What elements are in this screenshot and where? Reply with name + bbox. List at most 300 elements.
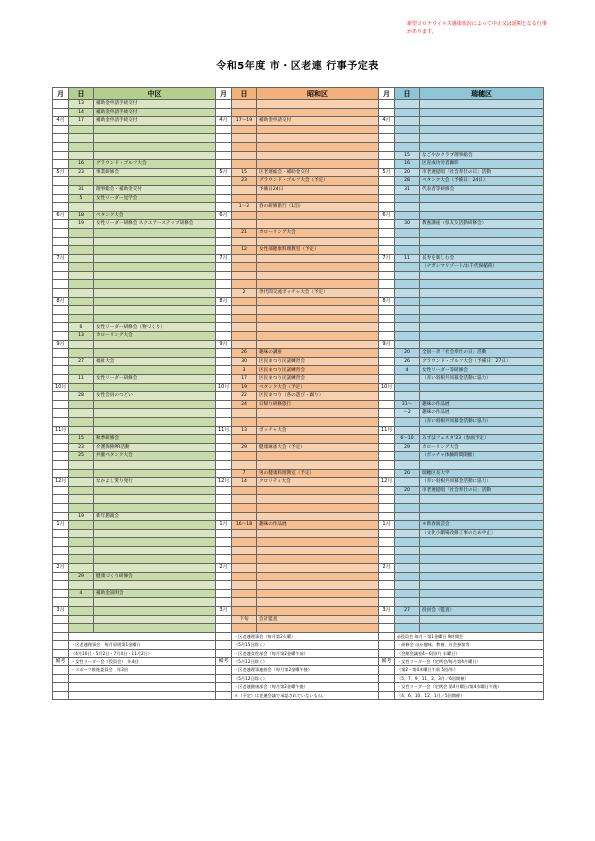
month-cell <box>379 100 395 109</box>
table-row <box>53 555 544 564</box>
event-cell <box>94 271 216 280</box>
event-cell <box>257 134 379 143</box>
day-cell <box>395 194 420 203</box>
table-row <box>53 108 544 117</box>
table-row <box>53 417 544 426</box>
month-cell <box>379 512 395 521</box>
day-cell <box>395 289 420 298</box>
day-cell: 20 <box>395 469 420 478</box>
event-cell <box>257 332 379 341</box>
day-cell: 18 <box>69 211 94 220</box>
month-cell <box>53 160 69 169</box>
month-cell <box>53 280 69 289</box>
day-cell <box>69 349 94 358</box>
day-cell <box>232 555 257 564</box>
day-cell <box>69 151 94 160</box>
event-cell <box>420 125 544 134</box>
day-cell <box>69 125 94 134</box>
day-cell: 5 <box>69 194 94 203</box>
district1-header: 中区 <box>94 88 216 100</box>
event-cell: 健康麻雀大会（予定） <box>257 443 379 452</box>
table-row <box>53 142 544 151</box>
day-cell <box>232 211 257 220</box>
day-cell: 13 <box>232 426 257 435</box>
day-cell <box>395 125 420 134</box>
month-cell <box>53 134 69 143</box>
event-cell <box>257 486 379 495</box>
event-cell <box>420 383 544 392</box>
event-cell: 男の健康料理教室（予定） <box>257 469 379 478</box>
month-cell <box>379 185 395 194</box>
month-cell: 9月 <box>379 340 395 349</box>
month-cell <box>379 400 395 409</box>
notes-label <box>379 683 395 691</box>
month-cell <box>53 263 69 272</box>
month-cell <box>379 555 395 564</box>
day-cell: 29 <box>395 443 420 452</box>
month-cell <box>53 555 69 564</box>
event-cell <box>94 177 216 186</box>
event-cell: 代表者等研修会 <box>420 185 544 194</box>
event-cell: 女性リーダー等研修会 <box>420 366 544 375</box>
month-cell <box>216 598 232 607</box>
month-cell: 11月 <box>53 426 69 435</box>
month-cell <box>379 323 395 332</box>
month-cell <box>379 228 395 237</box>
day-cell: 12 <box>232 246 257 255</box>
notes-row <box>53 691 544 699</box>
event-cell: （ナガシマリゾート/お千代保稲荷） <box>420 263 544 272</box>
month-cell <box>216 400 232 409</box>
day-cell <box>232 589 257 598</box>
note-text: （第2・第4木曜日午前 5回/年） <box>395 666 544 674</box>
page-title: 令和5年度 市・区老連 行事予定表 <box>216 61 379 72</box>
month-cell <box>379 314 395 323</box>
month-cell <box>379 452 395 461</box>
day-cell <box>395 460 420 469</box>
event-cell <box>94 263 216 272</box>
note-text: ・区老連健康部会（毎月第2金曜午後） <box>232 683 379 691</box>
month-cell <box>379 220 395 229</box>
day-cell: 22 <box>232 392 257 401</box>
event-cell <box>420 392 544 401</box>
table-row <box>53 426 544 435</box>
table-row <box>53 512 544 521</box>
day-cell <box>69 624 94 633</box>
day-cell <box>395 203 420 212</box>
event-cell <box>257 417 379 426</box>
month-cell: 8月 <box>379 297 395 306</box>
day-cell <box>232 254 257 263</box>
month-cell: 1月 <box>216 521 232 530</box>
month-cell <box>379 417 395 426</box>
day-cell: 16～18 <box>232 521 257 530</box>
day-cell <box>395 271 420 280</box>
month-cell <box>216 177 232 186</box>
day-cell: 20 <box>395 349 420 358</box>
day-cell <box>232 460 257 469</box>
table-row <box>53 486 544 495</box>
day-cell <box>395 546 420 555</box>
table-row <box>53 306 544 315</box>
note-text: （5月12日除く） <box>232 658 379 666</box>
table-row <box>53 366 544 375</box>
month-cell <box>53 417 69 426</box>
event-cell <box>94 546 216 555</box>
event-cell <box>94 289 216 298</box>
month-cell: 3月 <box>379 607 395 616</box>
event-cell <box>420 426 544 435</box>
notes-label: 備考 <box>379 658 395 666</box>
day-cell <box>232 100 257 109</box>
day-cell <box>232 624 257 633</box>
day-cell: 29 <box>232 443 257 452</box>
day-cell <box>69 607 94 616</box>
event-cell: なかよし愛り発行 <box>94 478 216 487</box>
notes-label <box>53 691 69 699</box>
event-cell: 区民まつり民謡練習会 <box>257 357 379 366</box>
day-cell: 23 <box>232 177 257 186</box>
event-cell: カローリング大会 <box>257 228 379 237</box>
note-text: ・女性リーダー会（定例会/毎月第4月曜日） <box>395 658 544 666</box>
event-cell <box>257 581 379 590</box>
day-cell <box>69 409 94 418</box>
event-cell <box>257 271 379 280</box>
day-cell <box>69 503 94 512</box>
table-row <box>53 469 544 478</box>
day-cell <box>232 598 257 607</box>
month-cell: 5月 <box>53 168 69 177</box>
event-cell <box>257 409 379 418</box>
event-cell <box>94 624 216 633</box>
day-cell <box>232 237 257 246</box>
month-cell: 10月 <box>216 383 232 392</box>
day-cell <box>69 486 94 495</box>
event-cell: 全国一斉「社会奉仕の日」活動 <box>420 349 544 358</box>
notes-label <box>53 632 69 640</box>
day-cell: 4 <box>395 366 420 375</box>
table-row <box>53 538 544 547</box>
month-cell <box>53 512 69 521</box>
event-cell: なごやかクラブ理事総会 <box>420 151 544 160</box>
table-row <box>53 503 544 512</box>
event-cell <box>257 512 379 521</box>
event-cell: ペタンク大会（予備日：24日） <box>420 177 544 186</box>
month-cell: 6月 <box>216 211 232 220</box>
month-cell <box>379 375 395 384</box>
notes-row <box>53 683 544 691</box>
day-cell <box>69 564 94 573</box>
month-cell <box>53 100 69 109</box>
notes-label <box>379 674 395 682</box>
table-row <box>53 443 544 452</box>
month-cell <box>216 237 232 246</box>
day-cell <box>395 237 420 246</box>
month-cell <box>53 392 69 401</box>
note-text: ・区老連理事連絡会（毎月第2金曜午後） <box>232 666 379 674</box>
month-cell <box>53 246 69 255</box>
event-cell <box>420 142 544 151</box>
event-cell <box>257 220 379 229</box>
day-cell: 4 <box>69 589 94 598</box>
day-cell: 28 <box>395 177 420 186</box>
day-cell <box>395 375 420 384</box>
day-cell <box>69 246 94 255</box>
event-cell: 市老連提唱「社会奉仕の日」活動 <box>420 168 544 177</box>
day-cell <box>69 314 94 323</box>
day-cell <box>69 271 94 280</box>
month-cell: 2月 <box>379 564 395 573</box>
notes-label <box>379 641 395 649</box>
event-cell <box>257 323 379 332</box>
day-cell <box>232 495 257 504</box>
day-cell: 13 <box>69 332 94 341</box>
event-cell: 予備日24日 <box>257 185 379 194</box>
month-cell: 11月 <box>379 426 395 435</box>
day-cell: 16 <box>395 160 420 169</box>
day-cell <box>395 512 420 521</box>
event-cell: 事業研修会 <box>94 168 216 177</box>
event-cell <box>420 297 544 306</box>
month-cell <box>53 495 69 504</box>
event-cell <box>94 151 216 160</box>
event-cell <box>94 340 216 349</box>
event-cell <box>94 495 216 504</box>
event-cell <box>420 134 544 143</box>
table-header-row <box>53 88 544 100</box>
table-row <box>53 589 544 598</box>
day-cell <box>69 383 94 392</box>
event-cell <box>94 203 216 212</box>
month-header: 月 <box>216 88 232 100</box>
month-cell <box>379 160 395 169</box>
month-cell <box>53 443 69 452</box>
day-cell: 14 <box>69 108 94 117</box>
month-cell <box>53 228 69 237</box>
table-row <box>53 160 544 169</box>
event-cell: カローリング大会 <box>420 443 544 452</box>
month-cell <box>53 177 69 186</box>
month-cell <box>379 289 395 298</box>
covid-notice: 新型コロナウイルス感染状況によって中止又は延期となる行事があります。 <box>407 21 547 35</box>
month-cell: 11月 <box>216 426 232 435</box>
day-cell <box>395 503 420 512</box>
month-cell <box>53 142 69 151</box>
event-cell <box>257 314 379 323</box>
day-cell: 11 <box>69 375 94 384</box>
note-text: ・女性リーダー会（役員会） 年4回 <box>69 658 216 666</box>
table-row <box>53 323 544 332</box>
day-cell: 2 <box>232 289 257 298</box>
note-text: ・女性リーダー会（定例会 第4月曜日/第4水曜日午後） <box>395 683 544 691</box>
month-cell <box>379 125 395 134</box>
event-cell: 日帰り研修旅行 <box>257 400 379 409</box>
day-cell: 19 <box>69 220 94 229</box>
day-cell: 17 <box>232 375 257 384</box>
notes-row <box>53 632 544 640</box>
day-cell: 20 <box>395 486 420 495</box>
event-cell: 女性部健康料理教室（予定） <box>257 246 379 255</box>
event-cell: （ボッチャ体験時間開催） <box>420 452 544 461</box>
month-cell <box>379 366 395 375</box>
event-cell <box>94 134 216 143</box>
day-cell <box>232 125 257 134</box>
month-cell <box>216 452 232 461</box>
day-cell <box>232 280 257 289</box>
event-cell <box>94 297 216 306</box>
event-cell <box>420 314 544 323</box>
event-cell <box>94 615 216 624</box>
day-cell: 26 <box>395 357 420 366</box>
event-cell: 瑞穂区長大学 <box>420 469 544 478</box>
day-cell <box>232 185 257 194</box>
month-cell <box>53 538 69 547</box>
day-cell <box>232 271 257 280</box>
day-cell <box>69 134 94 143</box>
event-cell <box>420 546 544 555</box>
day-cell <box>232 417 257 426</box>
event-cell <box>420 581 544 590</box>
event-cell <box>257 435 379 444</box>
day-cell <box>69 254 94 263</box>
day-cell <box>232 220 257 229</box>
month-header: 月 <box>53 88 69 100</box>
table-row <box>53 237 544 246</box>
month-cell <box>53 314 69 323</box>
month-cell <box>379 349 395 358</box>
day-cell: 28 <box>69 392 94 401</box>
month-cell <box>53 375 69 384</box>
month-cell <box>53 366 69 375</box>
month-cell <box>379 572 395 581</box>
note-text <box>69 674 216 682</box>
event-cell: 補助金申請手続交付 <box>94 108 216 117</box>
event-cell <box>94 598 216 607</box>
day-cell <box>69 177 94 186</box>
event-cell <box>257 503 379 512</box>
day-cell <box>395 117 420 126</box>
day-cell <box>395 228 420 237</box>
month-cell <box>379 615 395 624</box>
day-cell <box>395 426 420 435</box>
month-cell <box>379 271 395 280</box>
day-cell <box>232 538 257 547</box>
day-cell <box>395 108 420 117</box>
month-cell <box>379 581 395 590</box>
district3-header: 瑞穂区 <box>420 88 544 100</box>
table-row <box>53 460 544 469</box>
event-cell <box>420 495 544 504</box>
table-row <box>53 572 544 581</box>
event-cell <box>94 400 216 409</box>
month-cell: 2月 <box>53 564 69 573</box>
day-cell <box>69 555 94 564</box>
table-row <box>53 564 544 573</box>
day-cell <box>395 297 420 306</box>
month-cell <box>379 177 395 186</box>
event-cell <box>257 589 379 598</box>
table-row <box>53 409 544 418</box>
event-cell: 趣味の講座 <box>257 349 379 358</box>
month-cell <box>379 306 395 315</box>
notes-label <box>216 641 232 649</box>
event-cell <box>257 194 379 203</box>
day-cell <box>395 538 420 547</box>
month-cell: 9月 <box>216 340 232 349</box>
month-cell <box>379 246 395 255</box>
day-cell: 31～ <box>395 400 420 409</box>
day-cell <box>395 589 420 598</box>
day-cell <box>395 581 420 590</box>
event-cell <box>420 615 544 624</box>
table-row <box>53 228 544 237</box>
month-cell <box>216 503 232 512</box>
day-cell: 31 <box>69 185 94 194</box>
district2-header: 昭和区 <box>257 88 379 100</box>
event-cell: 趣味の作品展 <box>420 400 544 409</box>
month-cell <box>216 366 232 375</box>
table-row <box>53 100 544 109</box>
day-cell <box>232 572 257 581</box>
month-cell <box>216 142 232 151</box>
event-cell <box>257 254 379 263</box>
table-row <box>53 383 544 392</box>
table-row <box>53 314 544 323</box>
month-cell <box>53 289 69 298</box>
event-cell <box>257 538 379 547</box>
month-cell <box>216 460 232 469</box>
table-row <box>53 529 544 538</box>
event-cell <box>257 142 379 151</box>
event-cell <box>257 340 379 349</box>
month-cell <box>216 246 232 255</box>
event-cell: グラウンド・ゴルフ大会（予定） <box>257 177 379 186</box>
event-cell: グラウンド・ゴルフ大会 <box>94 160 216 169</box>
month-cell <box>379 392 395 401</box>
event-cell <box>420 589 544 598</box>
day-cell: 13 <box>69 100 94 109</box>
table-row <box>53 435 544 444</box>
month-cell: 8月 <box>53 297 69 306</box>
table-row <box>53 211 544 220</box>
event-cell: 長寿を楽しむ会 <box>420 254 544 263</box>
month-cell <box>379 546 395 555</box>
note-text: （4月10日・5月2日・7月4日・11月2日） <box>69 649 216 657</box>
day-cell <box>232 486 257 495</box>
month-cell <box>379 469 395 478</box>
month-cell <box>53 220 69 229</box>
month-cell: 1月 <box>53 521 69 530</box>
day-cell <box>232 194 257 203</box>
month-cell <box>216 375 232 384</box>
notes-label <box>53 641 69 649</box>
day-cell <box>395 624 420 633</box>
event-cell: ボッチャ大会 <box>257 426 379 435</box>
event-cell: 理事総会・補助金交付 <box>94 185 216 194</box>
table-row <box>53 598 544 607</box>
month-cell <box>216 108 232 117</box>
day-cell <box>232 297 257 306</box>
day-cell <box>395 340 420 349</box>
month-cell <box>216 271 232 280</box>
month-cell: 12月 <box>53 478 69 487</box>
event-cell: 教養講座（県友友活動研修会） <box>420 220 544 229</box>
event-cell <box>420 306 544 315</box>
month-cell <box>216 194 232 203</box>
event-cell <box>420 108 544 117</box>
day-cell <box>395 417 420 426</box>
month-cell: 7月 <box>53 254 69 263</box>
